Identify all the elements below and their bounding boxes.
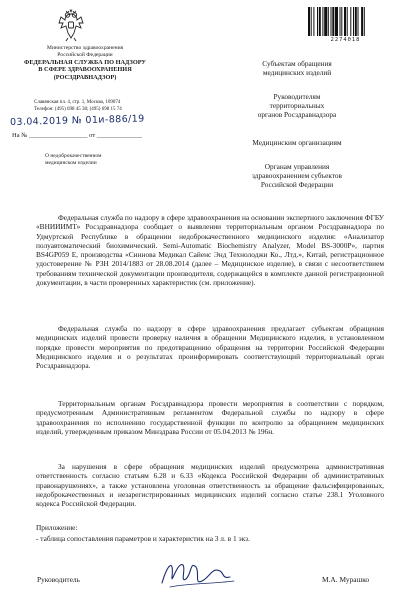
topic-line: медицинском изделии: [45, 160, 97, 166]
recipient-block: [206, 59, 388, 77]
barcode-bar: [347, 7, 348, 36]
agency-line: ФЕДЕРАЛЬНАЯ СЛУЖБА ПО НАДЗОРУ: [23, 59, 147, 66]
attachment-item: - таблица сопоставления параметров и характеристик на 3 л. в 1 экз.: [36, 534, 250, 543]
body-paragraph: Федеральная служба по надзору в сфере здравоохранения на основании экспертного заключения ФГБУ «ВНИИИМТ» Росздравнадзора сообщает о выявлении территориальным органом Росздравнадзора по Удмуртской Республике в обращении недоброкачественного медицинского изделия: «Анализатор полуавтоматический биохимический. Semi-Automatic Biochemistry Analyzer, Model BS-3000P», партия BS4GP059 E, производства «Синнова Медикал Сайенс Энд Технолоджи Ко., Лтд.», Китай, регистрационное удостоверение № РЗН 2014/1883 от 28.08.2014 (далее – Медицинское изделие), в связи с несоответствием требованиям технической документации производителя, содержащейся в комплекте данной регистрационной документации, в части проверенных характеристик (см. приложение).: [36, 213, 384, 288]
barcode-bar: [322, 7, 323, 36]
handwritten-signature: [150, 553, 240, 593]
ministry-line: Российской Федерации: [57, 51, 113, 58]
recipient-block: [206, 138, 388, 147]
recipient-line: здравоохранением субъектов: [252, 171, 342, 180]
barcode-bar: [353, 7, 354, 36]
barcode-bar: [324, 7, 327, 36]
body-paragraph: Территориальным органам Росздравнадзора провести мероприятия в соответствии с порядком, предусмотренным Административным регламентом Федеральной службы по надзору в сфере здравоохранения по исполнению государственной функции по контролю за обращением медицинских изделий, утвержденным приказом Минздрава России от 05.04.2013 № 196н.: [36, 399, 384, 436]
body-paragraph: За нарушения в сфере обращения медицинских изделий предусмотрена административная ответственность согласно статьям 6.28 и 6.33 «Кодекса Российской Федерации об административных правонарушениях», а также установлена уголовная ответственность за обращение фальсифицированных, недоброкачественных и незарегистрированных медицинских изделий согласно статье 238.1 Уголовного кодекса Российской Федерации.: [36, 462, 384, 509]
signatory-name: М.А. Мурашко: [322, 575, 370, 584]
recipient-line: Руководителям: [273, 92, 321, 101]
recipient-line: органов Росздравнадзора: [257, 110, 337, 119]
recipient-line: Медицинским организациям: [252, 138, 342, 147]
handwritten-date-number: 03.04.2019 № 01и-886/19: [9, 113, 145, 128]
barcode-bar: [317, 7, 318, 36]
barcode-number: 2274018: [330, 37, 361, 43]
barcode-bar: [332, 7, 334, 36]
barcode-bar: [313, 7, 314, 36]
recipient-line: Субъектам обращения: [262, 59, 332, 68]
recipient-line: Органам управления: [264, 162, 330, 171]
agency-line: (РОСЗДРАВНАДЗОР): [53, 73, 117, 81]
ministry-name: [10, 45, 160, 58]
barcode-bar: [308, 7, 310, 36]
address-line: Телефон: (495) 698 45 38; (495) 698 15 74: [34, 106, 122, 112]
barcode-bar: [331, 7, 332, 36]
barcode-bar: [350, 7, 351, 36]
attachment-label: Приложение:: [36, 523, 78, 532]
ministry-line: Министерство здравоохранения: [46, 45, 124, 51]
letter-topic: [45, 153, 135, 167]
barcode-bar: [335, 7, 338, 36]
agency-address: [34, 100, 152, 113]
barcode-bar: [364, 7, 365, 36]
barcode-bar: [319, 7, 321, 36]
barcode-bar: [361, 7, 363, 36]
signatory-title: Руководитель: [37, 575, 80, 584]
address-line: Славянская пл. 4, стр. 1, Москва, 109074: [34, 100, 121, 105]
barcode-bar: [358, 7, 359, 36]
barcode-bar: [355, 7, 357, 36]
recipient-line: территориальных: [269, 101, 325, 110]
recipient-block: [206, 162, 388, 189]
barcode-bar: [344, 7, 346, 36]
recipient-line: Российской Федерации: [260, 180, 334, 189]
recipient-line: медицинских изделий: [262, 68, 332, 77]
reference-line: На № __________________ от ______________: [12, 132, 143, 139]
recipient-block: [206, 92, 388, 119]
topic-line: О недоброкачественном: [45, 153, 102, 159]
agency-line: В СФЕРЕ ЗДРАВООХРАНЕНИЯ: [38, 66, 132, 74]
barcode: [308, 7, 383, 36]
body-paragraph: Федеральная служба по надзору в сфере здравоохранения предлагает субъектам обращения медицинских изделий провести проверку наличия в обращении Медицинского изделия, в установленном порядке провести мероприятия по предотвращению обращения на территории Российской Федерации Медицинского изделия и о результатах проинформировать соответствующий территориальный орган Росздравнадзора.: [36, 324, 384, 371]
agency-name: [6, 59, 164, 81]
barcode-bar: [341, 7, 342, 36]
coat-of-arms-emblem: [56, 9, 86, 42]
barcode-bar: [340, 7, 341, 36]
barcode-bar: [311, 7, 312, 36]
barcode-bar: [328, 7, 329, 36]
